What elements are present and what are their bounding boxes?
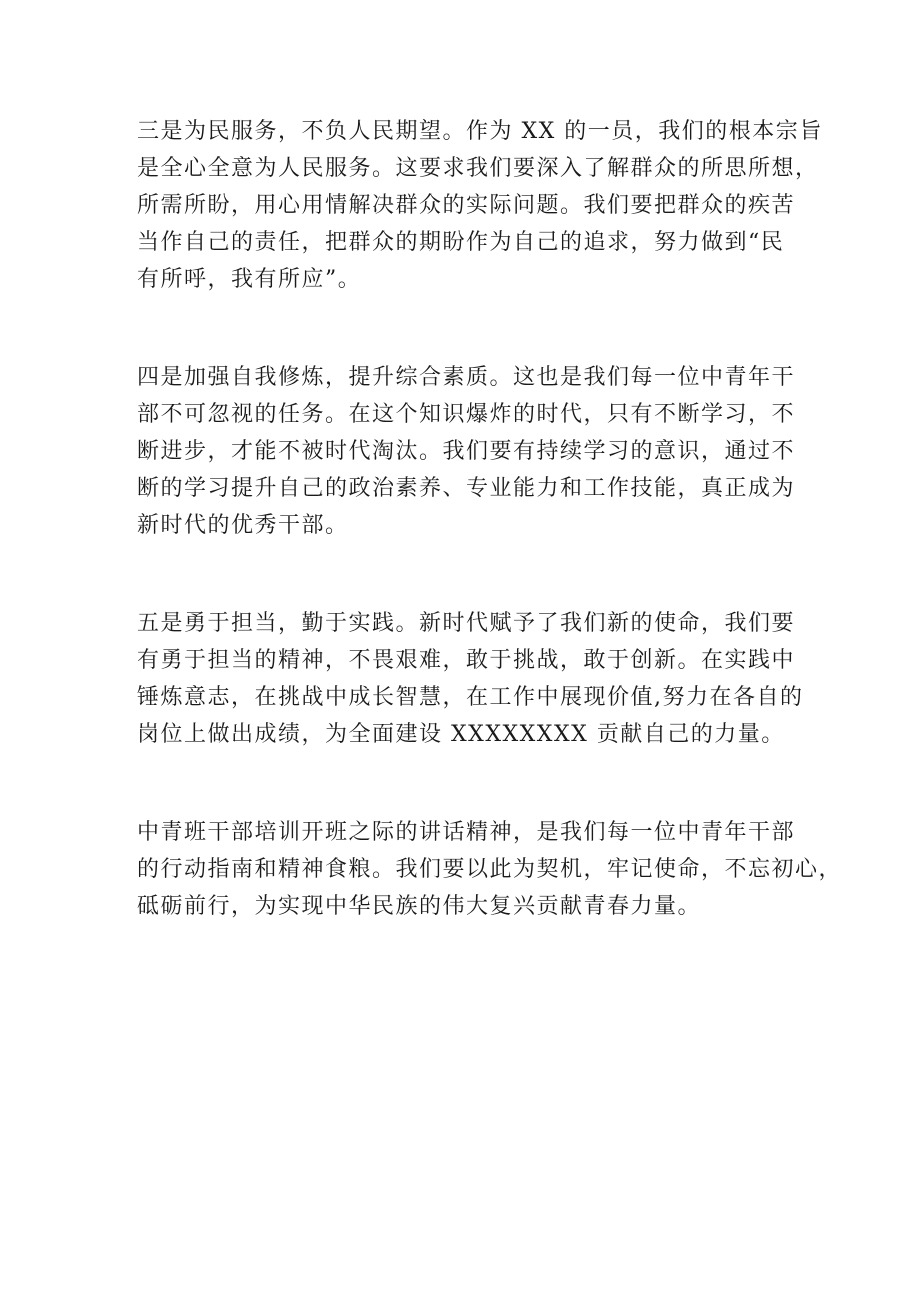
text-line: 三是为民服务，不负人民期望。作为 XX 的一员，我们的根本宗旨 — [137, 119, 823, 144]
text-line: 的行动指南和精神食粮。我们要以此为契机，牢记使命，不忘初心， — [137, 857, 843, 882]
text-line: 部不可忽视的任务。在这个知识爆炸的时代，只有不断学习，不 — [137, 402, 796, 427]
document-body — [137, 113, 843, 925]
text-line: 锤炼意志，在挑战中成长智慧，在工作中展现价值,努力在各自的 — [137, 685, 804, 710]
paragraph-serve-people — [137, 113, 823, 298]
text-line: 有所呼，我有所应”。 — [137, 267, 362, 292]
text-line: 砥砺前行，为实现中华民族的伟大复兴贡献青春力量。 — [137, 894, 702, 919]
paragraph-self-improvement — [137, 359, 796, 544]
paragraph-conclusion — [137, 814, 843, 925]
text-line: 四是加强自我修炼，提升综合素质。这也是我们每一位中青年干 — [137, 365, 796, 390]
text-line: 断进步，才能不被时代淘汰。我们要有持续学习的意识，通过不 — [137, 439, 796, 464]
text-line: 断的学习提升自己的政治素养、专业能力和工作技能，真正成为 — [137, 476, 796, 501]
paragraph-take-responsibility — [137, 605, 804, 753]
text-line: 所需所盼，用心用情解决群众的实际问题。我们要把群众的疾苦 — [137, 193, 796, 218]
text-line: 中青班干部培训开班之际的讲话精神，是我们每一位中青年干部 — [137, 820, 796, 845]
text-line: 新时代的优秀干部。 — [137, 513, 349, 538]
text-line: 有勇于担当的精神，不畏艰难，敢于挑战，敢于创新。在实践中 — [137, 648, 796, 673]
text-line: 五是勇于担当，勤于实践。新时代赋予了我们新的使命，我们要 — [137, 611, 796, 636]
text-line: 是全心全意为人民服务。这要求我们要深入了解群众的所思所想， — [137, 156, 819, 181]
text-line: 当作自己的责任，把群众的期盼作为自己的追求，努力做到“民 — [137, 230, 785, 255]
text-line: 岗位上做出成绩，为全面建设 XXXXXXXX 贡献自己的力量。 — [137, 722, 785, 747]
